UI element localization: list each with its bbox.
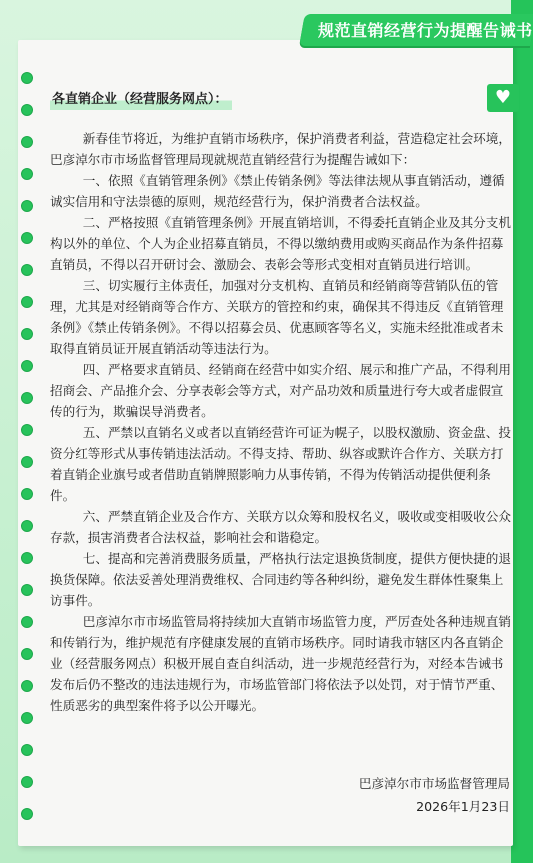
binder-dot xyxy=(21,264,33,276)
binder-dot xyxy=(21,584,33,596)
addressee-line xyxy=(50,88,515,110)
clause-3: 三、切实履行主体责任，加强对分支机构、直销员和经销商等营销队伍的管理，尤其是对经销商等合作方、关联方的管控和约束，确保其不得违反《直销管理条例》《禁止传销条例》。不得以招募会员、优惠顾客等名义，实施未经批准或者未取得直销员证开展直销活动等违法行为。 xyxy=(50,278,504,356)
binder-dot xyxy=(21,552,33,564)
binder-dot xyxy=(21,808,33,820)
page-title: 规范直销经营行为提醒告诫书 xyxy=(318,21,533,40)
binder-dot xyxy=(21,488,33,500)
clause-7: 七、提高和完善消费服务质量，严格执行法定退换货制度，提供方便快捷的退换货保障。依法妥善处理消费维权、合同违约等各种纠纷，避免发生群体性聚集上访事件。 xyxy=(50,551,511,608)
binder-dot xyxy=(21,616,33,628)
binder-dot xyxy=(21,200,33,212)
binder-dot xyxy=(21,680,33,692)
clause-5: 五、严禁以直销名义或者以直销经营许可证为幌子，以股权激励、资金盘、投资分红等形式从事传销违法活动。不得支持、帮助、纵容或默许合作方、关联方打着直销企业旗号或者借助直销牌照影响力从事传销，不得为传销活动提供便利条件。 xyxy=(50,425,511,503)
signature: 巴彦淖尔市市场监督管理局 xyxy=(358,776,510,791)
intro-paragraph: 新春佳节将近，为维护直销市场秩序，保护消费者利益，营造稳定社会环境，巴彦淖尔市市场监督管理局现就规范直销经营行为提醒告诫如下： xyxy=(50,131,511,167)
clause-2: 二、严格按照《直销管理条例》开展直销培训，不得委托直销企业及其分支机构以外的单位、个人为企业招募直销员，不得以缴纳费用或购买商品作为条件招募直销员，不得以召开研讨会、激励会、表彰会等形式变相对直销员进行培训。 xyxy=(50,215,511,272)
heart-icon: ♥ xyxy=(487,84,519,112)
clause-6: 六、严禁直销企业及合作方、关联方以众筹和股权名义，吸收或变相吸收公众存款，损害消费者合法权益，影响社会和谐稳定。 xyxy=(50,509,511,545)
binder-dot xyxy=(21,104,33,116)
binder-dot xyxy=(21,776,33,788)
binder-dot xyxy=(21,392,33,404)
binder-dot xyxy=(21,168,33,180)
binder-dot xyxy=(21,456,33,468)
binder-dot xyxy=(21,424,33,436)
binder-dot xyxy=(21,360,33,372)
binder-dot xyxy=(21,136,33,148)
binder-dot xyxy=(21,296,33,308)
binder-dot xyxy=(21,520,33,532)
binder-dot xyxy=(21,232,33,244)
clause-1: 一、依照《直销管理条例》《禁止传销条例》等法律法规从事直销活动，遵循诚实信用和守法崇德的原则，规范经营行为，保护消费者合法权益。 xyxy=(50,173,505,209)
addressee: 各直销企业（经营服务网点）： xyxy=(50,89,232,110)
issue-date: 2026年1月23日 xyxy=(416,799,510,814)
binder-dot xyxy=(21,712,33,724)
closing-paragraph: 巴彦淖尔市市场监管局将持续加大直销市场监管力度，严厉查处各种违规直销和传销行为，维护规范有序健康发展的直销市场秩序。同时请我市辖区内各直销企业（经营服务网点）积极开展自查自纠活动，进一步规范经营行为，对经本告诫书发布后仍不整改的违法违规行为，市场监管部门将依法予以处罚，对于情节严重、性质恶劣的典型案件将予以公开曝光。 xyxy=(50,614,511,713)
binder-dots xyxy=(21,72,35,852)
binder-dot xyxy=(21,744,33,756)
notice-body xyxy=(50,88,515,716)
binder-dot xyxy=(21,72,33,84)
clause-4: 四、严格要求直销员、经销商在经营中如实介绍、展示和推广产品，不得利用招商会、产品推介会、分享表彰会等方式，对产品功效和质量进行夸大或者虚假宣传的行为，欺骗误导消费者。 xyxy=(50,362,511,419)
binder-dot xyxy=(21,328,33,340)
binder-dot xyxy=(21,648,33,660)
